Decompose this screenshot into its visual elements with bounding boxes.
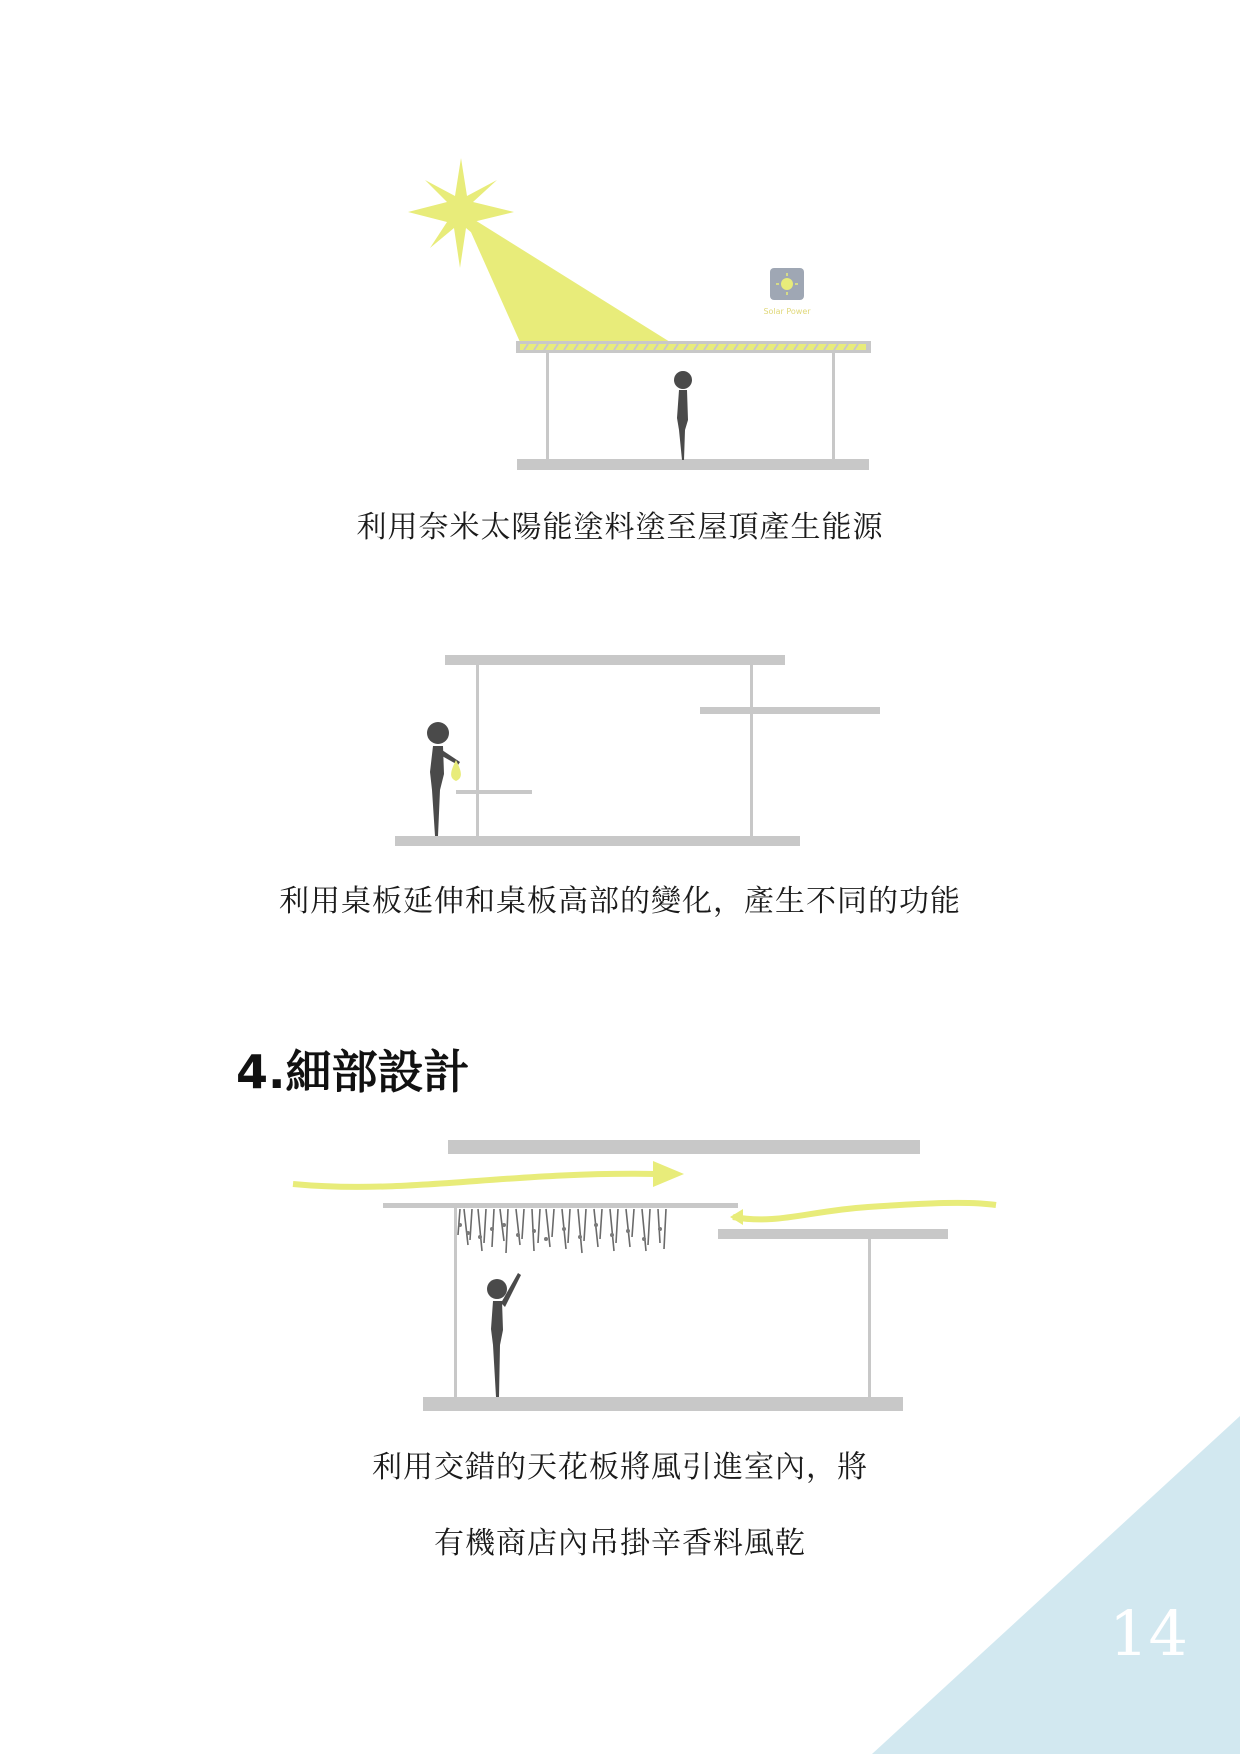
- caption-wind-line1: 利用交錯的天花板將風引進室內，將: [372, 1450, 868, 1485]
- spice-leaves: [458, 1223, 662, 1241]
- corner-decoration: [872, 1416, 1240, 1754]
- solar-roof: [516, 341, 871, 353]
- solar-power-badge: [763, 268, 811, 316]
- drop-icon: [451, 760, 461, 781]
- page-number: 14: [1109, 1597, 1188, 1670]
- person-figure: [487, 1273, 521, 1397]
- table-diagram: [390, 640, 910, 850]
- hanging-spices: [458, 1209, 666, 1253]
- ventilation-diagram: [288, 1125, 1008, 1415]
- wind-arrow: [733, 1203, 996, 1220]
- caption-table: 利用桌板延伸和桌板高部的變化，產生不同的功能: [279, 884, 961, 919]
- solar-power-label: Solar Power: [763, 307, 811, 316]
- person-figure: [674, 371, 692, 460]
- column: [868, 1239, 871, 1399]
- arrow-head-icon: [730, 1209, 743, 1225]
- solar-roof-diagram: [400, 150, 900, 480]
- arrow-head-icon: [653, 1161, 684, 1187]
- right-ceiling: [718, 1229, 948, 1239]
- caption-wind-line2: 有機商店內吊掛辛香料風乾: [434, 1526, 806, 1561]
- sun-icon: [781, 278, 793, 290]
- floor-slab: [423, 1397, 903, 1411]
- column: [476, 665, 479, 843]
- upper-shelf: [700, 707, 880, 714]
- wind-arrow: [293, 1174, 658, 1187]
- lower-ceiling: [383, 1203, 738, 1208]
- column: [750, 665, 753, 843]
- upper-ceiling: [448, 1140, 920, 1154]
- column: [454, 1208, 457, 1398]
- column: [832, 353, 835, 460]
- floor-slab: [395, 836, 800, 846]
- floor-slab: [517, 459, 869, 470]
- section-heading: 4.細部設計: [236, 1045, 470, 1099]
- table-board: [456, 790, 532, 794]
- column: [546, 353, 549, 460]
- sun-beam: [462, 212, 670, 342]
- caption-solar: 利用奈米太陽能塗料塗至屋頂產生能源: [356, 510, 884, 545]
- ceiling-slab: [445, 655, 785, 665]
